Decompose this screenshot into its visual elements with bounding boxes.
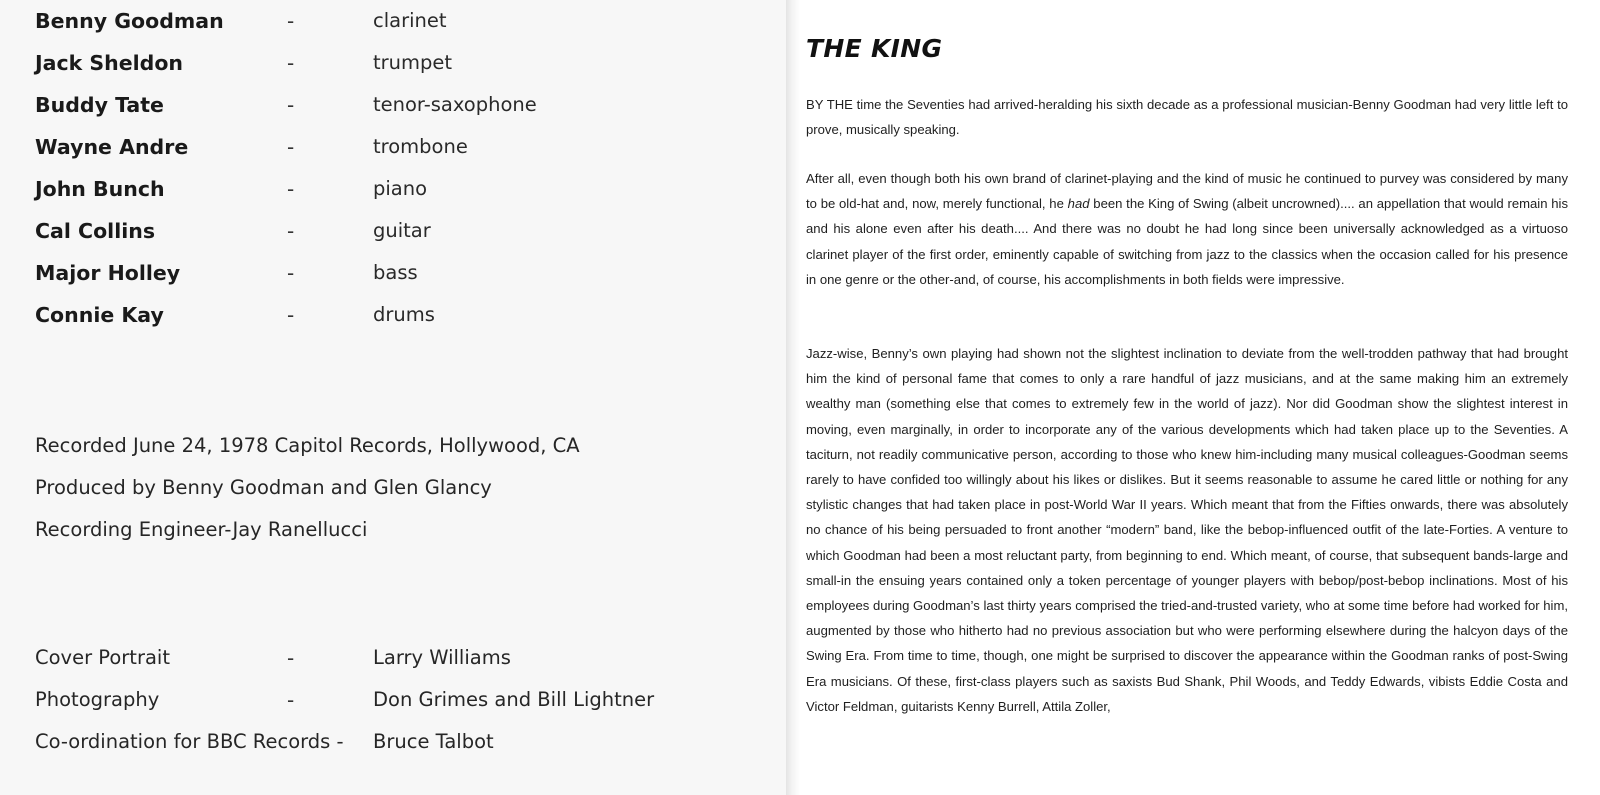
separator-dash: - bbox=[287, 135, 295, 159]
credit-name: Larry Williams bbox=[373, 646, 511, 669]
left-page bbox=[0, 0, 790, 795]
musician-name: Major Holley bbox=[35, 261, 181, 285]
instrument: tenor-saxophone bbox=[373, 93, 537, 116]
musician-name: Benny Goodman bbox=[35, 9, 224, 33]
lineup-row bbox=[0, 261, 790, 289]
paragraph-text: been the King of Swing (albeit uncrowned).... an appellation that would remain his and his alone even after his death.... And there was no doubt he had long since been universally acknowledged as a virtuoso clarinet player of the first order, eminently capable of switching from jazz to the classics when the occasion called for his presence in one genre or the other-and, of course, his accomplishments in both fields were impressive. bbox=[806, 196, 1568, 287]
credit-name: Don Grimes and Bill Lightner bbox=[373, 688, 655, 711]
lineup-row bbox=[0, 135, 790, 163]
instrument: piano bbox=[373, 177, 428, 200]
separator-dash: - bbox=[287, 303, 295, 327]
musician-name: Cal Collins bbox=[35, 219, 156, 243]
produced-line: Produced by Benny Goodman and Glen Glancy bbox=[35, 476, 492, 499]
separator-dash: - bbox=[287, 646, 295, 670]
lineup-row bbox=[0, 51, 790, 79]
separator-dash: - bbox=[287, 261, 295, 285]
lineup-row bbox=[0, 9, 790, 37]
credit-name: Bruce Talbot bbox=[373, 730, 494, 753]
instrument: bass bbox=[373, 261, 418, 284]
separator-dash: - bbox=[287, 51, 295, 75]
emphasis-text: had bbox=[1067, 196, 1090, 212]
musician-name: Connie Kay bbox=[35, 303, 164, 327]
instrument: clarinet bbox=[373, 9, 447, 32]
recorded-line: Recorded June 24, 1978 Capitol Records, Hollywood, CA bbox=[35, 434, 580, 457]
credit-role: Co-ordination for BBC Records - bbox=[35, 730, 344, 753]
booklet-spine bbox=[786, 0, 800, 795]
instrument: trumpet bbox=[373, 51, 453, 74]
separator-dash: - bbox=[287, 9, 295, 33]
musician-name: Jack Sheldon bbox=[35, 51, 184, 75]
article-paragraph-3: Jazz-wise, Benny’s own playing had shown not the slightest inclination to deviate from the well-trodden pathway that had brought him the kind of personal fame that comes to only a rare handful of jazz musicians, and at the same making him an extremely wealthy man (something else that comes to extremely few in the world of jazz). Nor did Goodman show the slightest interest in moving, even marginally, in order to incorporate any of the various developments which had taken place up to the Seventies. A taciturn, not readily communicative person, according to those who knew him-including many musical colleagues-Goodman seems rarely to have confided too willingly about his likes or dislikes. But it seems reasonable to assume he cared little or nothing for any stylistic changes that had taken place in post-World War II years. Which meant that from the Fifties onwards, there was absolutely no chance of his being persuaded to front another “modern” band, like the bebop-influenced outfit of the late-Forties. A venture to which Goodman had been a most reluctant party, from beginning to end. Which meant, of course, that subsequent bands-large and small-in the ensuing years contained only a token percentage of younger players with bebop/post-bebop inclinations. Most of his employees during Goodman’s last thirty years comprised the tried-and-trusted variety, who at some time before had worked for him, augmented by those who hitherto had no previous association but who were performing elsewhere during the halcyon days of the Swing Era. From time to time, though, one might be surprised to discover the appearance within the Goodman ranks of post-Swing Era musicians. Of these, first-class players such as saxists Bud Shank, Phil Woods, and Teddy Edwards, vibists Eddie Costa and Victor Feldman, guitarists Kenny Burrell, Attila Zoller, bbox=[806, 346, 1568, 714]
instrument: guitar bbox=[373, 219, 431, 242]
article-title: THE KING bbox=[806, 34, 943, 63]
instrument: trombone bbox=[373, 135, 468, 158]
musician-name: Wayne Andre bbox=[35, 135, 189, 159]
lineup-row bbox=[0, 219, 790, 247]
lineup-row bbox=[0, 177, 790, 205]
credit-row bbox=[0, 730, 790, 758]
credit-role: Cover Portrait bbox=[35, 646, 170, 669]
article-paragraph-1: BY THE time the Seventies had arrived-heralding his sixth decade as a professional musician-Benny Goodman had very little left to prove, musically speaking. bbox=[806, 97, 1568, 138]
separator-dash: - bbox=[287, 177, 295, 201]
instrument: drums bbox=[373, 303, 435, 326]
musician-name: John Bunch bbox=[35, 177, 165, 201]
article-paragraph-2 bbox=[806, 166, 1568, 292]
separator-dash: - bbox=[287, 688, 295, 712]
musician-name: Buddy Tate bbox=[35, 93, 164, 117]
paragraph-text: After all, even though both his own brand of clarinet-playing and the kind of music he continued to purvey was considered by many to be old-hat and, now, merely functional, he bbox=[806, 171, 1568, 212]
credit-role: Photography bbox=[35, 688, 160, 711]
credit-row bbox=[0, 688, 790, 716]
separator-dash: - bbox=[287, 93, 295, 117]
lineup-row bbox=[0, 303, 790, 331]
engineer-line: Recording Engineer-Jay Ranellucci bbox=[35, 518, 368, 541]
credit-row bbox=[0, 646, 790, 674]
lineup-row bbox=[0, 93, 790, 121]
separator-dash: - bbox=[287, 219, 295, 243]
